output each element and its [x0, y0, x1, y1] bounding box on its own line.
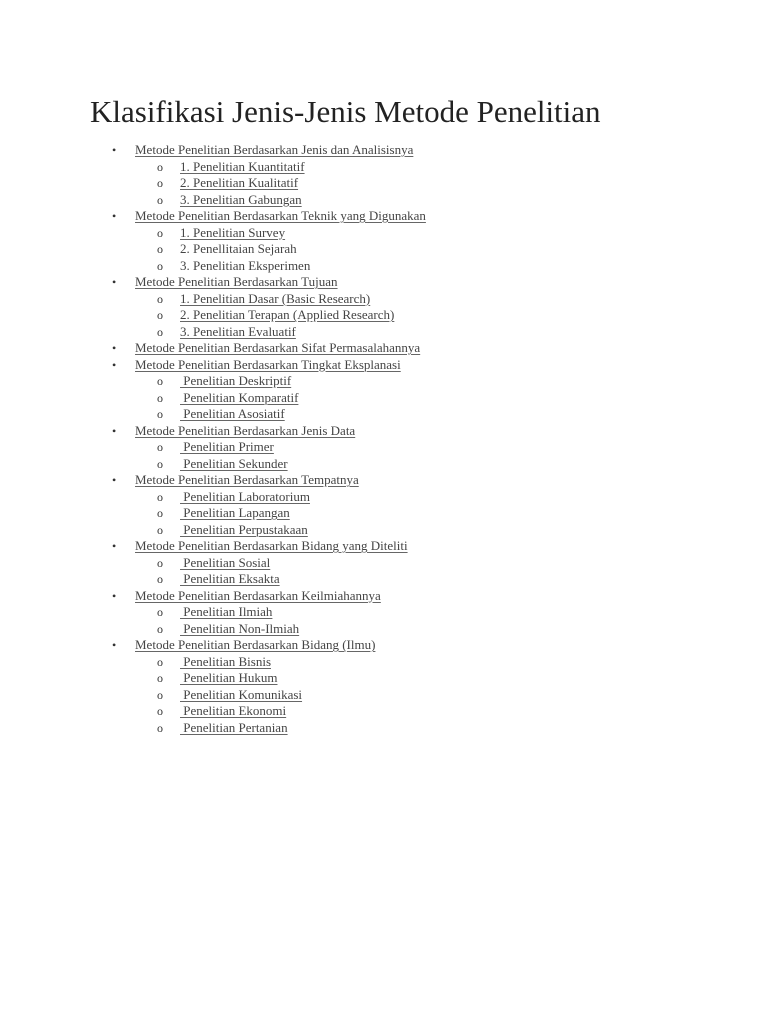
- subsection-item: [0, 439, 768, 456]
- subsection-link[interactable]: 3. Penelitian Evaluatif: [180, 323, 296, 339]
- section-item: [0, 637, 768, 654]
- section-item: [0, 340, 768, 357]
- subsection-link[interactable]: Penelitian Perpustakaan: [180, 521, 308, 537]
- bullet-circle-icon: o: [157, 176, 163, 190]
- bullet-disc-icon: •: [112, 341, 117, 355]
- bullet-circle-icon: o: [157, 407, 163, 421]
- bullet-circle-icon: o: [157, 506, 163, 520]
- bullet-circle-icon: o: [157, 489, 163, 504]
- subsection-link[interactable]: Penelitian Eksakta: [180, 571, 280, 586]
- bullet-circle-icon: o: [157, 704, 163, 718]
- bullet-circle-icon: o: [157, 654, 163, 669]
- bullet-circle-icon: o: [157, 720, 163, 735]
- bullet-circle-icon: o: [157, 555, 163, 570]
- subsection-item: [0, 373, 768, 390]
- subsection-item: [0, 258, 768, 275]
- subsection-link[interactable]: Penelitian Asosiatif: [180, 406, 285, 421]
- section-item: [0, 142, 768, 159]
- subsection-link[interactable]: Penelitian Ilmiah: [180, 604, 273, 619]
- subsection-item: [0, 604, 768, 621]
- section-link[interactable]: Metode Penelitian Berdasarkan Tingkat Eksplanasi: [135, 356, 401, 372]
- section-link[interactable]: Metode Penelitian Berdasarkan Bidang yang Diteliti: [135, 538, 408, 553]
- bullet-circle-icon: o: [157, 324, 163, 339]
- bullet-circle-icon: o: [157, 225, 163, 240]
- subsection-link[interactable]: Penelitian Deskriptif: [180, 373, 292, 388]
- bullet-circle-icon: o: [157, 440, 163, 454]
- bullet-disc-icon: •: [112, 143, 117, 157]
- subsection-item: [0, 703, 768, 720]
- subsection-item: [0, 192, 768, 209]
- bullet-circle-icon: o: [157, 687, 163, 702]
- bullet-disc-icon: •: [112, 539, 117, 553]
- bullet-disc-icon: •: [112, 638, 117, 652]
- subsection-item: [0, 505, 768, 522]
- subsection-link[interactable]: 2. Penelitian Terapan (Applied Research): [180, 307, 395, 322]
- subsection-link[interactable]: Penelitian Komunikasi: [180, 686, 303, 702]
- subsection-label: 2. Penellitaian Sejarah: [180, 241, 297, 256]
- bullet-disc-icon: •: [112, 209, 117, 223]
- subsection-link[interactable]: Penelitian Non-Ilmiah: [180, 620, 300, 636]
- bullet-circle-icon: o: [157, 671, 163, 685]
- classification-outline: [0, 142, 768, 736]
- subsection-link[interactable]: 1. Penelitian Survey: [180, 224, 286, 240]
- subsection-item: [0, 621, 768, 638]
- subsection-item: [0, 225, 768, 242]
- bullet-disc-icon: •: [112, 588, 117, 603]
- subsection-link[interactable]: 3. Penelitian Gabungan: [180, 191, 302, 207]
- bullet-disc-icon: •: [112, 275, 117, 289]
- bullet-circle-icon: o: [157, 390, 163, 405]
- bullet-circle-icon: o: [157, 291, 163, 306]
- bullet-circle-icon: o: [157, 192, 163, 207]
- bullet-circle-icon: o: [157, 159, 163, 174]
- subsection-item: [0, 390, 768, 407]
- subsection-item: [0, 571, 768, 588]
- bullet-circle-icon: o: [157, 522, 163, 537]
- subsection-item: [0, 406, 768, 423]
- bullet-circle-icon: o: [157, 374, 163, 388]
- subsection-link[interactable]: Penelitian Lapangan: [180, 505, 290, 520]
- subsection-item: [0, 670, 768, 687]
- section-item: [0, 423, 768, 440]
- subsection-link[interactable]: Penelitian Bisnis: [180, 653, 271, 669]
- subsection-link[interactable]: Penelitian Pertanian: [180, 719, 288, 735]
- section-link[interactable]: Metode Penelitian Berdasarkan Tujuan: [135, 274, 338, 289]
- section-link[interactable]: Metode Penelitian Berdasarkan Teknik yang Digunakan: [135, 208, 426, 223]
- bullet-circle-icon: o: [157, 308, 163, 322]
- section-link[interactable]: Metode Penelitian Berdasarkan Keilmiahannya: [135, 587, 381, 603]
- subsection-label: 3. Penelitian Eksperimen: [180, 257, 311, 273]
- bullet-circle-icon: o: [157, 242, 163, 256]
- section-item: [0, 357, 768, 374]
- subsection-link[interactable]: 1. Penelitian Kuantitatif: [180, 158, 305, 174]
- section-item: [0, 274, 768, 291]
- subsection-item: [0, 720, 768, 737]
- bullet-circle-icon: o: [157, 605, 163, 619]
- section-link[interactable]: Metode Penelitian Berdasarkan Jenis dan Analisisnya: [135, 142, 414, 157]
- section-link[interactable]: Metode Penelitian Berdasarkan Tempatnya: [135, 472, 359, 487]
- subsection-link[interactable]: Penelitian Hukum: [180, 670, 278, 685]
- subsection-item: [0, 241, 768, 258]
- subsection-item: [0, 654, 768, 671]
- subsection-item: [0, 555, 768, 572]
- bullet-circle-icon: o: [157, 456, 163, 471]
- subsection-item: [0, 291, 768, 308]
- section-item: [0, 472, 768, 489]
- section-item: [0, 538, 768, 555]
- bullet-disc-icon: •: [112, 473, 117, 487]
- subsection-item: [0, 159, 768, 176]
- bullet-circle-icon: o: [157, 258, 163, 273]
- subsection-link[interactable]: Penelitian Ekonomi: [180, 703, 287, 718]
- bullet-circle-icon: o: [157, 572, 163, 586]
- bullet-disc-icon: •: [112, 423, 117, 438]
- subsection-item: [0, 522, 768, 539]
- subsection-link[interactable]: Penelitian Laboratorium: [180, 488, 310, 504]
- bullet-circle-icon: o: [157, 621, 163, 636]
- page-title: Klasifikasi Jenis-Jenis Metode Penelitian: [90, 94, 601, 129]
- section-item: [0, 208, 768, 225]
- subsection-link[interactable]: 1. Penelitian Dasar (Basic Research): [180, 290, 371, 306]
- subsection-link[interactable]: Penelitian Komparatif: [180, 389, 299, 405]
- subsection-link[interactable]: Penelitian Sosial: [180, 554, 271, 570]
- subsection-item: [0, 687, 768, 704]
- subsection-link[interactable]: Penelitian Sekunder: [180, 455, 288, 471]
- section-link[interactable]: Metode Penelitian Berdasarkan Jenis Data: [135, 422, 356, 438]
- section-item: [0, 588, 768, 605]
- subsection-item: [0, 324, 768, 341]
- bullet-disc-icon: •: [112, 357, 117, 372]
- subsection-link[interactable]: 2. Penelitian Kualitatif: [180, 175, 299, 190]
- section-link[interactable]: Metode Penelitian Berdasarkan Bidang (Ilmu): [135, 637, 376, 652]
- section-link[interactable]: Metode Penelitian Berdasarkan Sifat Permasalahannya: [135, 340, 421, 355]
- subsection-item: [0, 175, 768, 192]
- subsection-item: [0, 456, 768, 473]
- subsection-item: [0, 307, 768, 324]
- subsection-link[interactable]: Penelitian Primer: [180, 439, 274, 454]
- subsection-item: [0, 489, 768, 506]
